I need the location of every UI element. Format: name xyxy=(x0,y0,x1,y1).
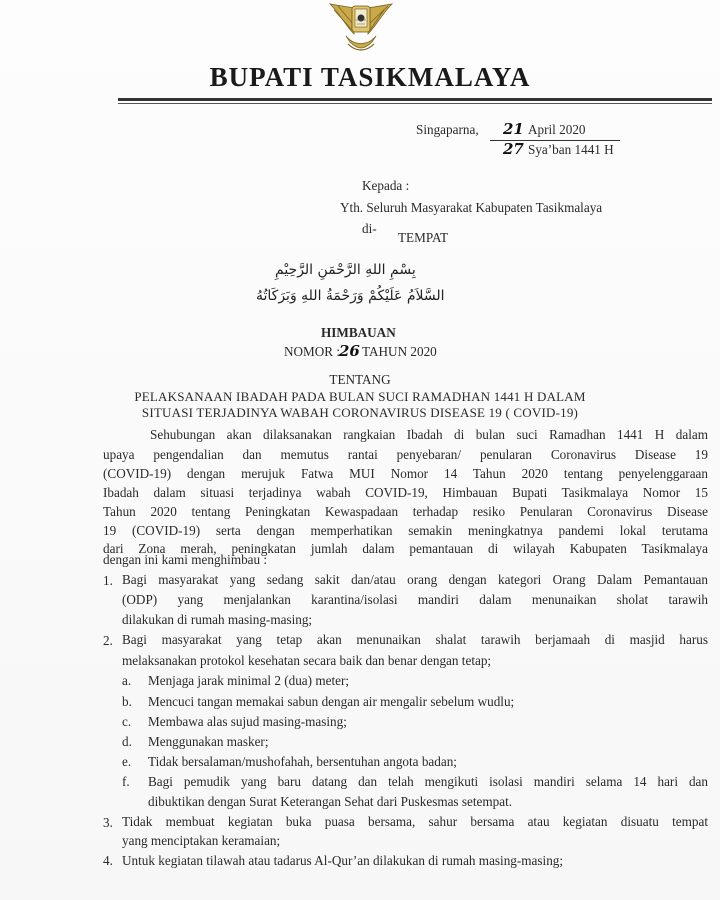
item-number: 4. xyxy=(103,853,113,868)
item-number: 2. xyxy=(103,633,113,648)
sub-item-text: Mencuci tangan memakai sabun dengan air mengalir sebelum wudlu; xyxy=(148,694,515,709)
recipient-yth: Yth. Seluruh Masyarakat Kabupaten Tasikmalaya xyxy=(340,200,603,215)
intro-line: (COVID-19) dengan merujuk Fatwa MUI Nomor 14 Tahun 2020 tentang penyelenggaraan xyxy=(103,466,708,481)
item-4-line: Untuk kegiatan tilawah atau tadarus Al-Qur’an dilakukan di rumah masing-masing; xyxy=(122,853,564,868)
sub-item-letter: f. xyxy=(122,774,130,789)
intro-line: dari Zona merah, peningkatan jumlah dalam pemantauan di wilayah Kabupaten Tasikmalaya xyxy=(103,541,708,556)
himbauan-heading: HIMBAUAN xyxy=(321,325,396,340)
item-1-line-last: dilakukan di rumah masing-masing; xyxy=(122,612,313,627)
intro-line: Tahun 2020 tentang Peningkatan Kewaspadaan terhadap resiko Penularan Coronavirus Disease xyxy=(103,504,708,519)
item-1-line: (ODP) yang menjalankan karantina/isolasi mandiri dalam menunaikan sholat tarawih xyxy=(122,592,708,607)
intro-line: upaya pengendalian dan memutus rantai penyebaran/ penularan Coronavirus Disease 19 xyxy=(103,447,708,462)
date-month-year-gregorian: April 2020 xyxy=(528,122,586,137)
sub-item-text: Menjaga jarak minimal 2 (dua) meter; xyxy=(148,673,350,688)
arabic-salam: السَّلاَمُ عَلَيْكُمْ وَرَحْمَةُ اللهِ وَبَرَكَاتُهُ xyxy=(256,288,445,304)
intro-line-last: dengan ini kami menghimbau : xyxy=(103,552,268,567)
intro-line: 19 (COVID-19) serta dengan memperhatikan semakin meningkatnya pandemi lokal terutama xyxy=(103,523,708,538)
sub-item-text: Membawa alas sujud masing-masing; xyxy=(148,714,347,729)
item-2-line: Bagi masyarakat yang tetap akan menunaikan shalat tarawih berjamaah di masjid harus xyxy=(122,632,708,647)
letterhead-rule-thick xyxy=(118,98,712,101)
subject-line-1: PELAKSANAAN IBADAH PADA BULAN SUCI RAMADHAN 1441 H DALAM xyxy=(134,389,586,404)
sub-item-text: Menggunakan masker; xyxy=(148,734,269,749)
recipient-tempat: TEMPAT xyxy=(398,230,449,245)
intro-line: Ibadah dalam situasi terjadinya wabah COVID-19, Himbauan Bupati Tasikmalaya Nomor 15 xyxy=(103,485,708,500)
tentang-label: TENTANG xyxy=(329,372,391,387)
sub-item-letter: b. xyxy=(122,694,132,709)
nomor-value: 26 xyxy=(339,342,360,360)
item-3-line-last: yang menciptakan keramaian; xyxy=(122,833,281,848)
nomor-tahun: TAHUN 2020 xyxy=(362,344,437,359)
date-day-gregorian: 21 xyxy=(503,120,524,138)
date-day-hijri: 27 xyxy=(503,140,524,158)
item-number: 1. xyxy=(103,573,113,588)
recipient-di: di- xyxy=(362,221,377,236)
item-1-line: Bagi masyarakat yang sedang sakit dan/atau orang dengan kategori Orang Dalam Pemantauan xyxy=(122,572,708,587)
sub-item-letter: e. xyxy=(122,754,132,769)
date-place: Singaparna, xyxy=(416,122,479,137)
item-number: 3. xyxy=(103,815,113,830)
letterhead-rule-thin xyxy=(118,103,712,104)
arabic-basmalah: بِسْمِ اللهِ الرَّحْمَنِ الرَّحِيْمِ xyxy=(275,262,416,278)
date-month-year-hijri: Sya’ban 1441 H xyxy=(528,142,614,157)
sub-item-letter: c. xyxy=(122,714,132,729)
sub-item-text: Tidak bersalaman/mushofahah, bersentuhan angota badan; xyxy=(148,754,457,769)
sub-item-letter: a. xyxy=(122,673,132,688)
recipient-kepada: Kepada : xyxy=(362,178,410,193)
sub-item-f-line-2: dibuktikan dengan Surat Keterangan Sehat dari Puskesmas setempat. xyxy=(148,794,513,809)
sub-item-letter: d. xyxy=(122,734,132,749)
item-2-line-last: melaksanakan protokol kesehatan secara baik dan benar dengan tetap; xyxy=(122,653,492,668)
intro-line: Sehubungan akan dilaksanakan rangkaian Ibadah di bulan suci Ramadhan 1441 H dalam xyxy=(150,427,708,442)
garuda-emblem-icon xyxy=(326,0,396,56)
letterhead-title: BUPATI TASIKMALAYA xyxy=(209,62,531,92)
subject-line-2: SITUASI TERJADINYA WABAH CORONAVIRUS DISEASE 19 ( COVID-19) xyxy=(141,405,579,420)
item-3-line: Tidak membuat kegiatan buka puasa bersama, sahur bersama atau kegiatan disuatu tempat xyxy=(122,814,708,829)
sub-item-text: Bagi pemudik yang baru datang dan telah mengikuti isolasi mandiri selama 14 hari dan xyxy=(148,774,708,789)
nomor-label: NOMOR : xyxy=(284,344,341,359)
